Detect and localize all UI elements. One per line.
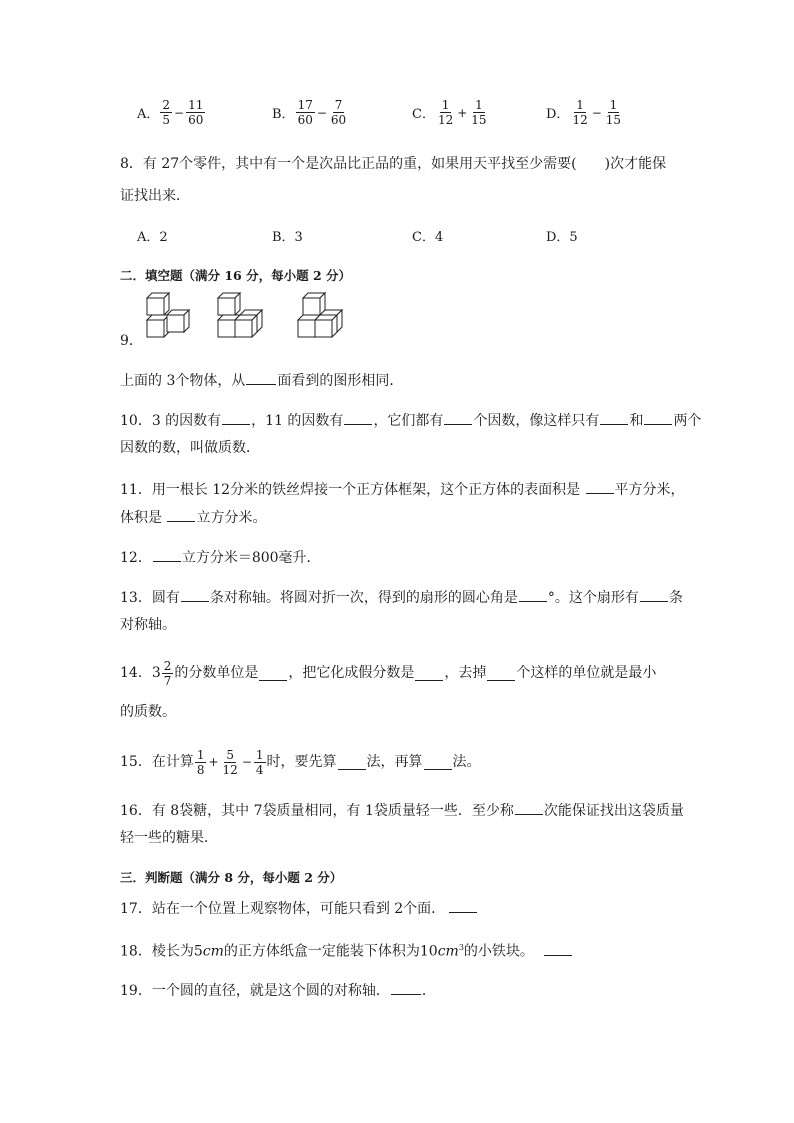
answer-blank[interactable]: [424, 755, 452, 770]
q15-c: 法，再算: [366, 754, 423, 770]
answer-blank[interactable]: [338, 755, 366, 770]
q7-option-d: [546, 98, 624, 127]
numerator: 1: [576, 98, 584, 112]
q14-a: 14．: [120, 665, 152, 681]
fraction: [162, 659, 174, 688]
whole-part: 3: [151, 665, 161, 681]
q7-option-a: [137, 98, 206, 127]
denominator: 15: [605, 113, 622, 127]
answer-blank[interactable]: [640, 587, 668, 602]
q10-b: ，11 的因数有: [251, 413, 344, 429]
q19-a: 19．一个圆的直径，就是这个圆的对称轴．: [120, 983, 390, 999]
fraction: [195, 748, 207, 777]
answer-blank[interactable]: [600, 410, 628, 425]
cube-figure-1: [147, 293, 189, 337]
denominator: 15: [471, 113, 487, 127]
q9-number: 9．: [120, 333, 143, 349]
cube-figures: [140, 292, 350, 344]
denominator: 12: [222, 762, 238, 777]
q13-d: 条: [668, 590, 683, 606]
answer-blank[interactable]: [544, 941, 572, 956]
section-2-title: 二．填空题（满分 16 分，每小题 2 分）: [120, 268, 352, 283]
fraction: [186, 98, 205, 127]
q8-text-line1: 8．有 27个零件，其中有一个是次品比正品的重，如果用天平找至少需要( )次才能保: [120, 156, 667, 172]
fraction: [329, 98, 348, 127]
q18-a: 18．棱长为: [120, 943, 194, 960]
q11-line2: [120, 507, 266, 528]
answer-blank[interactable]: [515, 800, 543, 815]
numerator: 1: [475, 98, 483, 112]
q18-b: 的正方体纸盒一定能装下体积为: [223, 943, 420, 960]
q10-f: 两个: [673, 413, 702, 429]
denominator: 7: [163, 673, 172, 688]
q9-text-b: 面看到的图形相同．: [277, 373, 404, 389]
q7-option-b: [272, 98, 349, 127]
q19-b: ．: [421, 983, 436, 999]
denominator: 60: [297, 113, 313, 127]
fraction: [436, 98, 455, 127]
q11-c: 体积是: [120, 510, 167, 526]
q13-line1: [120, 587, 683, 608]
q11-b: 平方分米，: [614, 482, 685, 498]
unit-exponent: 3: [458, 943, 464, 952]
answer-blank[interactable]: [344, 410, 372, 425]
q8-option-d: D．5: [546, 230, 578, 245]
q18-c: 的小铁块。: [463, 943, 534, 960]
option-label: B．: [272, 107, 295, 122]
operator: −: [591, 105, 602, 120]
volume-unit: cm: [437, 943, 459, 960]
option-label: A．: [137, 107, 160, 122]
denominator: 60: [188, 113, 204, 127]
q13-c: °。这个扇形有: [547, 590, 639, 606]
operator: +: [457, 105, 468, 120]
denominator: 12: [572, 113, 588, 127]
q7-option-c: [412, 98, 490, 127]
q8-option-a: A．2: [137, 230, 168, 245]
denominator: 5: [162, 113, 171, 127]
q14-line1: [120, 655, 656, 691]
q14-line2: 的质数。: [120, 704, 176, 720]
q14-b: 的分数单位是: [174, 665, 259, 681]
q12-b: 立方分米＝800毫升．: [181, 550, 321, 566]
operator: −: [316, 105, 327, 120]
volume-value: 10: [419, 943, 438, 960]
operator: −: [241, 755, 252, 769]
q15-d: 法。: [452, 754, 481, 770]
option-label: C．: [412, 107, 435, 122]
numerator: 1: [441, 98, 450, 112]
denominator: 4: [255, 762, 264, 777]
denominator: 60: [330, 113, 347, 127]
answer-blank[interactable]: [167, 507, 195, 522]
answer-blank[interactable]: [222, 410, 250, 425]
numerator: 17: [297, 98, 313, 112]
q19-line: [120, 980, 436, 1001]
numerator: 2: [163, 658, 172, 673]
q18-line: [120, 938, 573, 962]
q10-line1: [120, 410, 701, 431]
q14-e: 个这样的单位就是最小: [516, 665, 657, 681]
fraction: [160, 98, 172, 127]
fraction: [570, 98, 589, 127]
q13-a: 13．圆有: [120, 590, 180, 606]
q9-text: [120, 370, 403, 391]
cube-figure-3: [298, 293, 342, 337]
numerator: 1: [255, 747, 264, 762]
q8-option-b: B．3: [272, 230, 303, 245]
numerator: 1: [196, 747, 205, 762]
q13-line2: 对称轴。: [120, 617, 176, 633]
q10-line2: 因数的数，叫做质数．: [120, 440, 260, 456]
mixed-number: [152, 659, 175, 688]
fraction: [221, 748, 240, 777]
fraction: [296, 98, 315, 127]
q8-option-c: C．4: [412, 230, 444, 245]
q10-d: 个因数，像这样只有: [473, 413, 600, 429]
fraction: [604, 98, 623, 127]
answer-blank[interactable]: [181, 587, 209, 602]
fraction: [469, 98, 488, 127]
q17-line: [120, 898, 478, 919]
q12-line: [120, 547, 321, 568]
q13-b: 条对称轴。将圆对折一次，得到的扇形的圆心角是: [209, 590, 518, 606]
edge-length-unit: cm: [202, 943, 224, 960]
q11-d: 立方分米。: [196, 510, 267, 526]
answer-blank[interactable]: [586, 479, 614, 494]
q15-line: [120, 744, 481, 780]
denominator: 8: [196, 762, 205, 777]
q15-b: 时，要先算: [266, 754, 337, 770]
answer-blank[interactable]: [259, 666, 287, 681]
option-label: D．: [546, 107, 570, 122]
numerator: 11: [188, 98, 204, 112]
q16-line2: 轻一些的糖果．: [120, 830, 218, 846]
answer-blank[interactable]: [487, 666, 515, 681]
q11-a: 11．用一根长 12分米的铁丝焊接一个正方体框架，这个正方体的表面积是: [120, 482, 585, 498]
answer-blank[interactable]: [246, 370, 276, 385]
q15-a: 15．在计算: [120, 754, 194, 770]
numerator: 1: [609, 98, 618, 112]
answer-blank[interactable]: [519, 587, 547, 602]
answer-blank[interactable]: [391, 980, 421, 995]
answer-blank[interactable]: [153, 547, 181, 562]
q12-a: 12．: [120, 550, 152, 566]
answer-blank[interactable]: [644, 410, 672, 425]
operator: +: [208, 755, 219, 769]
numerator: 5: [226, 747, 234, 762]
q16-a: 16．有 8袋糖，其中 7袋质量相同，有 1袋质量轻一些．至少称: [120, 803, 514, 819]
q16-line1: [120, 800, 684, 821]
section-3-title: 三．判断题（满分 8 分，每小题 2 分）: [120, 870, 343, 885]
answer-blank[interactable]: [444, 410, 472, 425]
q10-a: 10．3 的因数有: [120, 413, 222, 429]
q8-text-line2: 证找出来．: [120, 188, 190, 204]
q14-c: ，把它化成假分数是: [288, 665, 415, 681]
fraction: [254, 748, 266, 777]
q16-b: 次能保证找出这袋质量: [543, 803, 684, 819]
q10-c: ，它们都有: [373, 413, 444, 429]
operator: −: [174, 105, 185, 120]
q10-e: 和: [629, 413, 644, 429]
q9-text-a: 上面的 3个物体，从: [120, 373, 246, 389]
q11-line1: [120, 479, 685, 500]
numerator: 7: [334, 98, 343, 112]
q17-a: 17．站在一个位置上观察物体，可能只看到 2个面．: [120, 901, 446, 917]
answer-blank[interactable]: [415, 666, 443, 681]
denominator: 12: [437, 113, 454, 127]
numerator: 2: [162, 98, 171, 112]
q14-d: ，去掉: [444, 665, 487, 681]
answer-blank[interactable]: [449, 898, 477, 913]
cube-figure-2: [218, 293, 262, 337]
edge-length-value: 5: [193, 943, 203, 960]
